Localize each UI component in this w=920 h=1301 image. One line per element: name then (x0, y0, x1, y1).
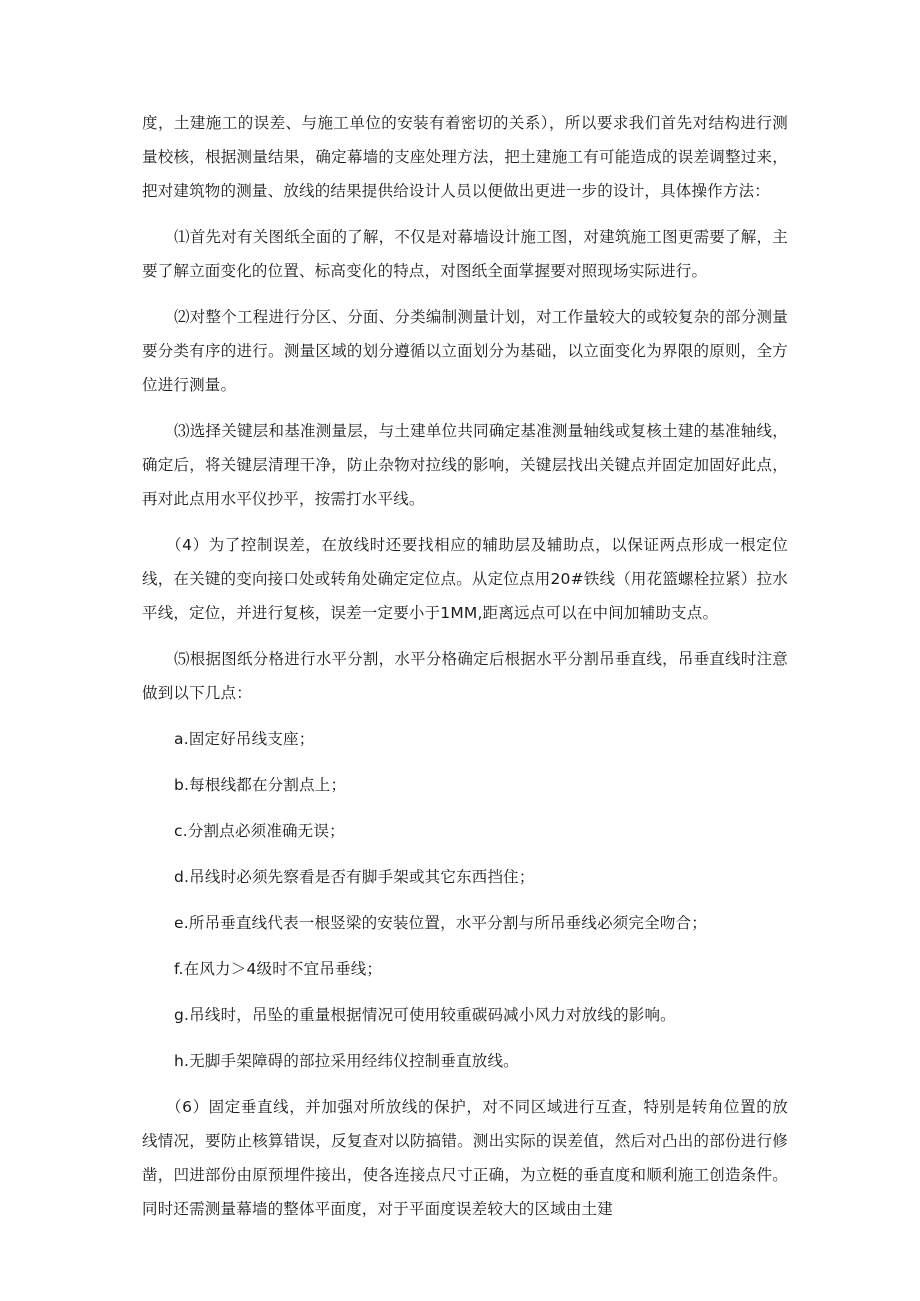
list-item-f: f.在风力＞4级时不宜吊垂线； (174, 960, 383, 978)
paragraph-step-6: （6）固定垂直线，并加强对所放线的保护，对不同区域进行互查，特别是转角位置的放线情况，要防止核算错误，反复查对以防搞错。测出实际的误差值，然后对凸出的部份进行修凿，凹进部份由原预埋件接出，使各连接点尺寸正确，为立梃的垂直度和顺利施工创造条件。同时还需测量幕墙的整体平面度，对于平面度误差较大的区域由土建 (142, 1098, 788, 1218)
paragraph-intro: 度，土建施工的误差、与施工单位的安装有着密切的关系），所以要求我们首先对结构进行测量校核，根据测量结果，确定幕墙的支座处理方法，把土建施工有可能造成的误差调整过来，把对建筑物的测量、放线的结果提供给设计人员以便做出更进一步的设计，具体操作方法： (142, 114, 788, 200)
list-item-c: c.分割点必须准确无误； (174, 822, 345, 840)
list-item-a: a.固定好吊线支座； (174, 730, 315, 748)
list-item-e: e.所吊垂直线代表一根竖梁的安装位置，水平分割与所吊垂线必须完全吻合； (174, 914, 707, 932)
list-item-b: b.每根线都在分割点上； (174, 776, 347, 794)
paragraph-step-5: ⑸根据图纸分格进行水平分割，水平分格确定后根据水平分割吊垂直线，吊垂直线时注意做到以下几点： (142, 650, 788, 702)
list-item-h: h.无脚手架障碍的部拉采用经纬仪控制垂直放线。 (174, 1052, 519, 1070)
document-body (142, 106, 788, 1238)
list-item-g: g.吊线时，吊坠的重量根据情况可使用较重碳码减小风力对放线的影响。 (174, 1006, 676, 1024)
paragraph-step-1: ⑴首先对有关图纸全面的了解，不仅是对幕墙设计施工图，对建筑施工图更需要了解，主要了解立面变化的位置、标高变化的特点，对图纸全面掌握要对照现场实际进行。 (142, 228, 788, 280)
paragraph-step-2: ⑵对整个工程进行分区、分面、分类编制测量计划，对工作量较大的或较复杂的部分测量要分类有序的进行。测量区域的划分遵循以立面划分为基础，以立面变化为界限的原则，全方位进行测量。 (142, 308, 788, 394)
list-item-d: d.吊线时必须先察看是否有脚手架或其它东西挡住； (174, 868, 535, 886)
paragraph-step-3: ⑶选择关键层和基准测量层，与土建单位共同确定基准测量轴线或复核土建的基准轴线，确定后，将关键层清理干净，防止杂物对拉线的影响，关键层找出关键点并固定加固好此点，再对此点用水平仪抄平，按需打水平线。 (142, 422, 788, 508)
paragraph-step-4: （4）为了控制误差，在放线时还要找相应的辅助层及辅助点，以保证两点形成一根定位线，在关键的变向接口处或转角处确定定位点。从定位点用20#铁线（用花篮螺栓拉紧）拉水平线，定位，并进行复核，误差一定要小于1MM,距离远点可以在中间加辅助支点。 (142, 536, 788, 622)
